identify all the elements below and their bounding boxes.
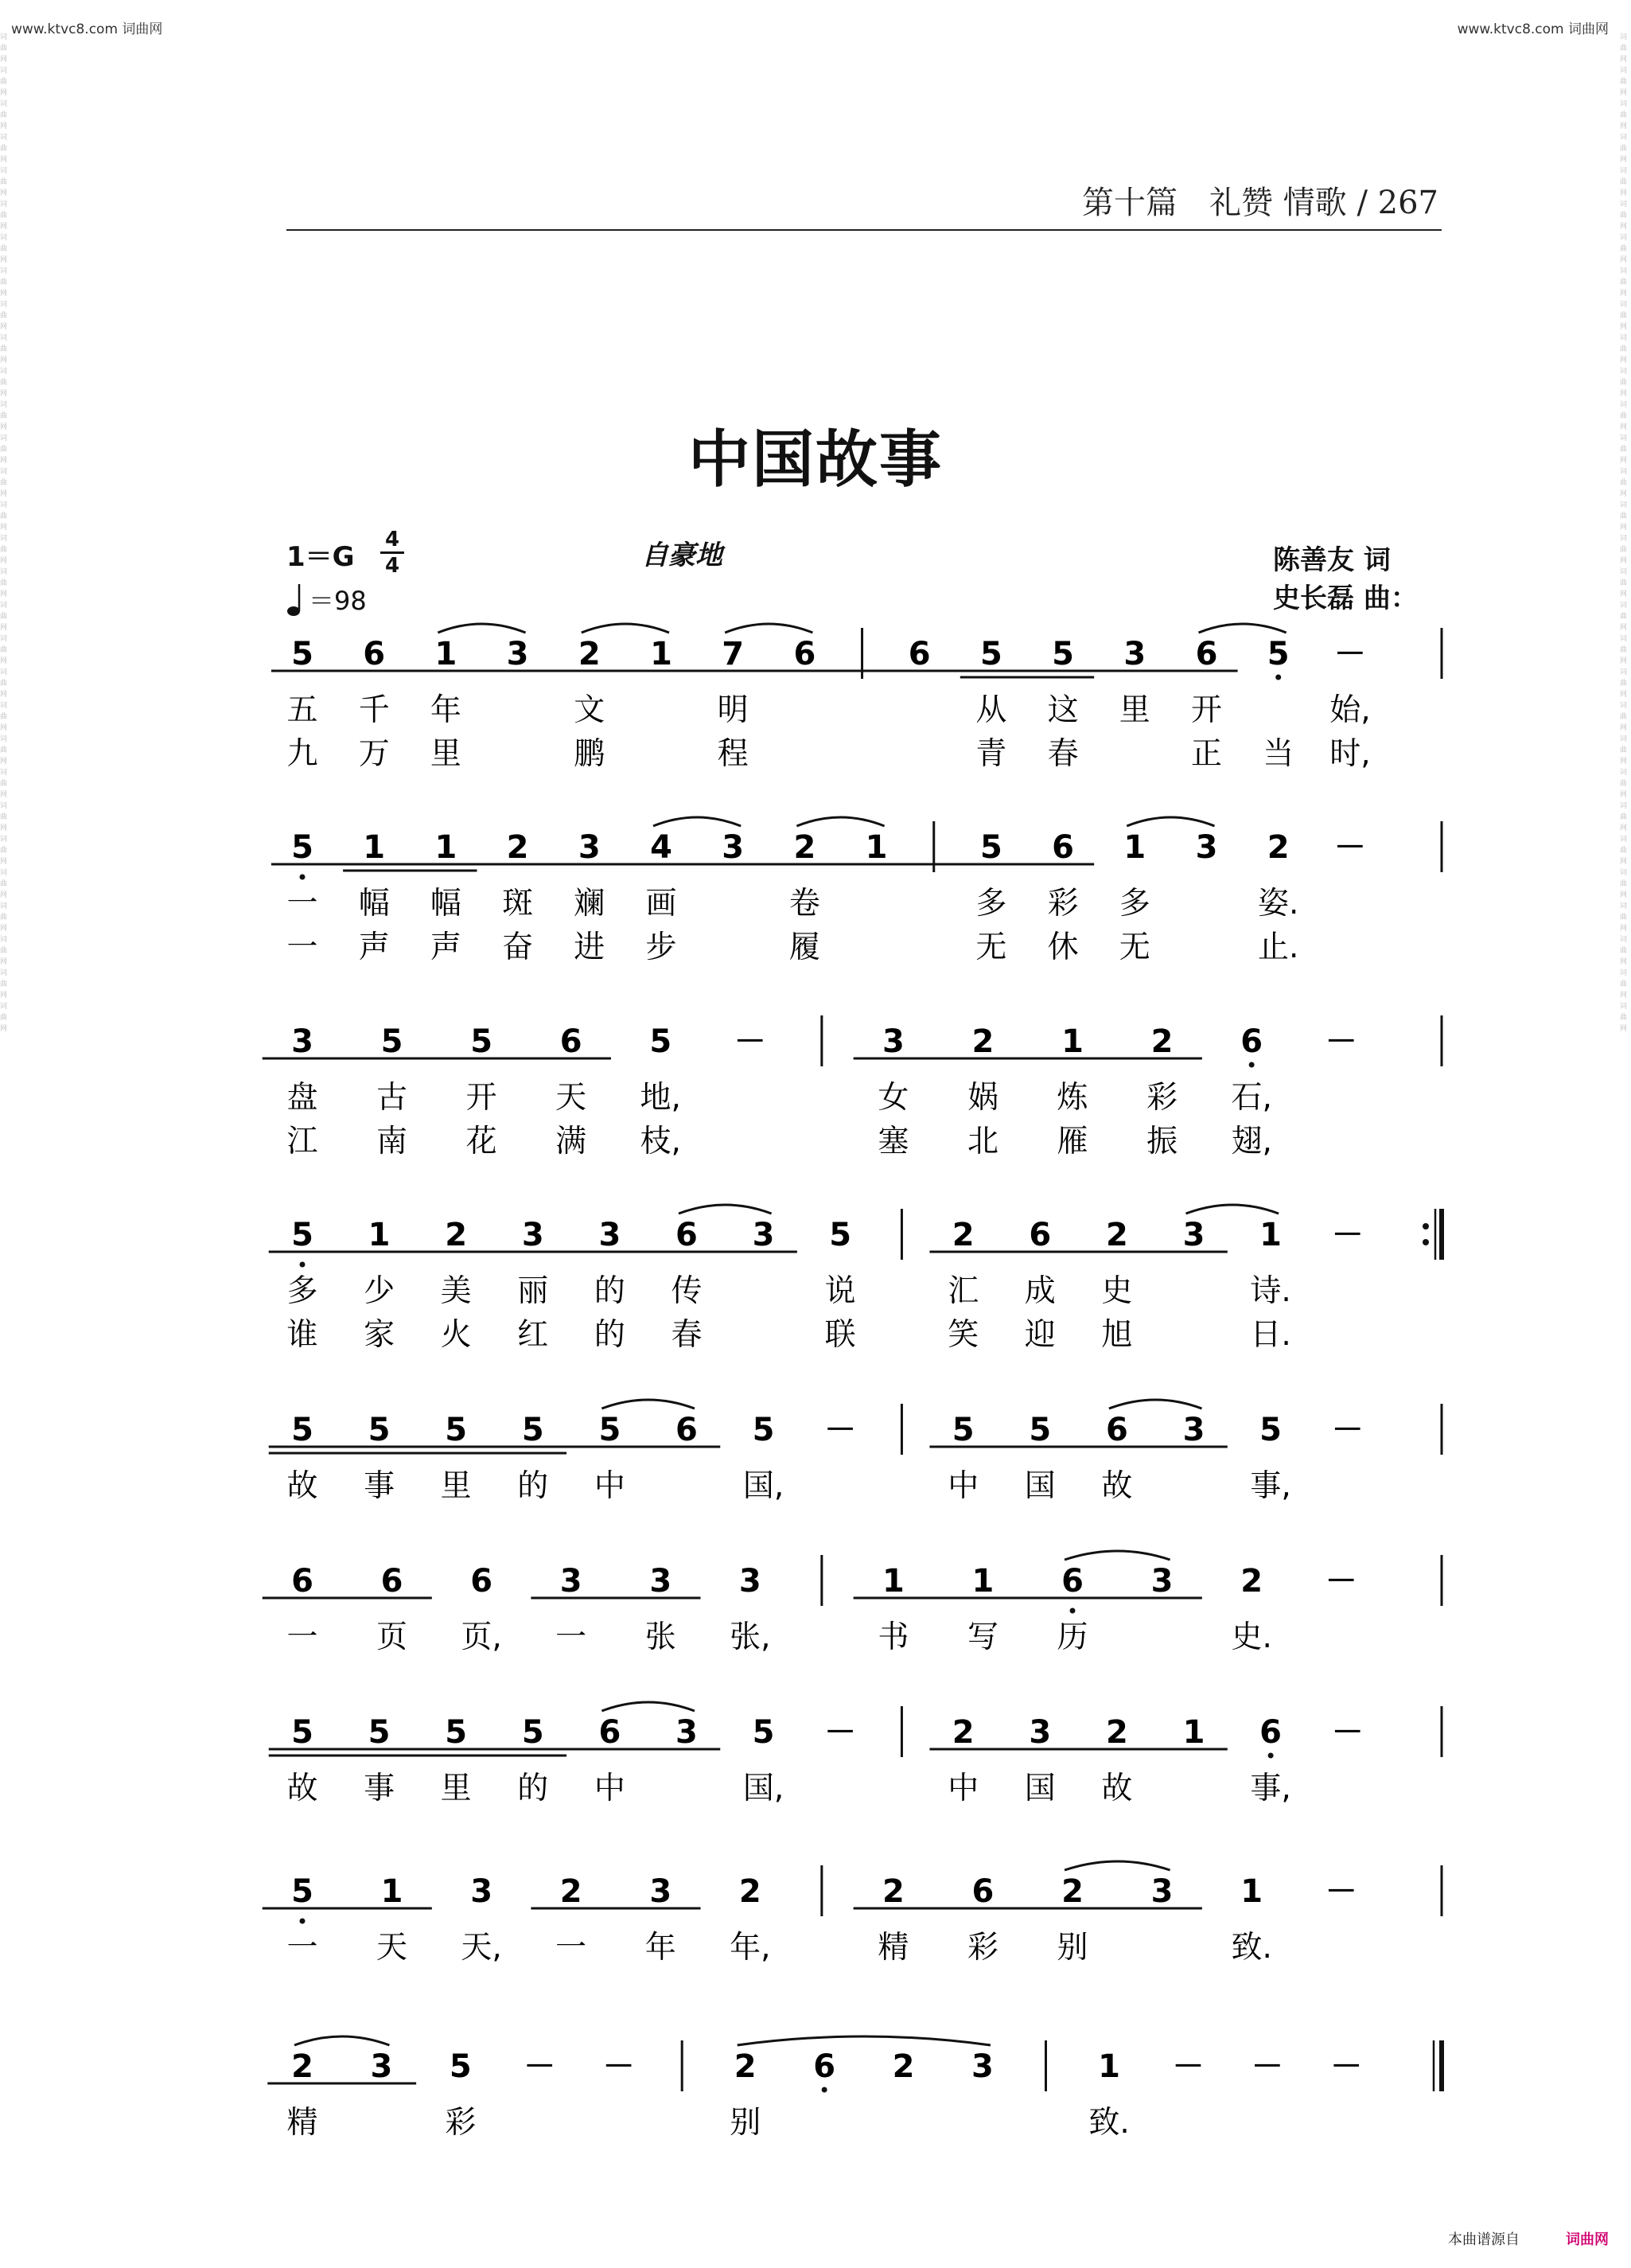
lyric-syllable: 事, bbox=[1250, 1468, 1291, 1504]
lyric-syllable: 的 bbox=[517, 1468, 549, 1504]
note: 2 bbox=[1105, 1714, 1128, 1751]
lyric-syllable: 一 bbox=[286, 886, 318, 922]
lyric-syllable: 史 bbox=[1101, 1273, 1133, 1309]
lyric-syllable: 故 bbox=[286, 1468, 318, 1504]
note: 3 bbox=[1182, 1412, 1205, 1448]
lyric-syllable: 北 bbox=[967, 1124, 998, 1159]
lyric-syllable: 五 bbox=[286, 692, 318, 728]
note: 5 bbox=[979, 636, 1002, 672]
side-watermark-left: 词曲网词曲网词曲网词曲网词曲网词曲网词曲网词曲网词曲网词曲网词曲网词曲网词曲网词曲网词曲网词曲网词曲网词曲网词曲网词曲网词曲网词曲网词曲网词曲网词曲网词曲网词曲网词曲网词曲网词曲网 bbox=[0, 33, 8, 1033]
note: 6 bbox=[675, 1412, 698, 1448]
lyric-syllable: 事 bbox=[364, 1468, 395, 1504]
lyric-syllable: 石, bbox=[1231, 1080, 1272, 1116]
lyric-syllable: 幅 bbox=[358, 886, 390, 922]
note: 1 bbox=[882, 1563, 905, 1600]
lyric-syllable: 奋 bbox=[502, 929, 534, 965]
note: 1 bbox=[434, 636, 457, 672]
slur bbox=[796, 817, 884, 826]
lyric-syllable: 正 bbox=[1190, 736, 1223, 772]
lyric-syllable: 故 bbox=[286, 1771, 318, 1806]
tempo-value: ＝98 bbox=[309, 586, 367, 616]
lyric-syllable: 盘 bbox=[286, 1080, 318, 1116]
lyric-syllable: 的 bbox=[594, 1317, 625, 1353]
lyric-syllable: 开 bbox=[465, 1080, 497, 1116]
note: 5 bbox=[368, 1714, 391, 1751]
note: 1 bbox=[1240, 1873, 1263, 1910]
note: 6 bbox=[380, 1563, 403, 1600]
note: 3 bbox=[291, 1023, 313, 1060]
time-signature-top: 4 bbox=[384, 528, 400, 551]
note: 5 bbox=[598, 1412, 621, 1448]
lyric-syllable: 春 bbox=[1047, 736, 1079, 772]
lyric-syllable: 丽 bbox=[517, 1273, 549, 1309]
lyric-syllable: 一 bbox=[555, 1930, 587, 1966]
note: 5 bbox=[449, 2048, 472, 2085]
note: 5 bbox=[380, 1023, 403, 1060]
lyric-syllable: 精 bbox=[878, 1930, 909, 1966]
lyric-syllable: 始, bbox=[1329, 692, 1371, 728]
side-watermark-right: 词曲网词曲网词曲网词曲网词曲网词曲网词曲网词曲网词曲网词曲网词曲网词曲网词曲网词曲网词曲网词曲网词曲网词曲网词曲网词曲网词曲网词曲网词曲网词曲网词曲网词曲网词曲网词曲网词曲网词曲网 bbox=[1620, 33, 1628, 1033]
note: 6 bbox=[470, 1563, 493, 1600]
note: 5 bbox=[291, 829, 313, 866]
lyric-syllable: 一 bbox=[555, 1619, 587, 1655]
note: 5 bbox=[649, 1023, 672, 1060]
lyric-syllable: 声 bbox=[430, 929, 461, 965]
lyric-syllable: 千 bbox=[358, 692, 390, 728]
composer: 史长磊 曲： bbox=[1273, 583, 1418, 614]
slur bbox=[1109, 1400, 1202, 1409]
note: 6 bbox=[1240, 1023, 1263, 1060]
note: 6 bbox=[598, 1714, 621, 1751]
lyric-syllable: 万 bbox=[358, 736, 390, 772]
lyric-syllable: 一 bbox=[286, 1619, 318, 1655]
note: 3 bbox=[882, 1023, 905, 1060]
note: 5 bbox=[291, 1873, 313, 1910]
slur bbox=[601, 1702, 695, 1711]
note: 2 bbox=[892, 2048, 915, 2085]
lower-octave-dot bbox=[822, 2087, 827, 2093]
note: 5 bbox=[1259, 1412, 1283, 1448]
lyric-syllable: 塞 bbox=[878, 1124, 909, 1159]
lyric-syllable: 少 bbox=[364, 1273, 395, 1309]
note: 5 bbox=[291, 1714, 313, 1751]
note: 3 bbox=[1150, 1563, 1174, 1600]
note: 2 bbox=[734, 2048, 757, 2085]
note: 3 bbox=[578, 829, 601, 866]
lyric-syllable: 姿. bbox=[1257, 886, 1299, 922]
note: 6 bbox=[793, 636, 816, 672]
lyric-syllable: 开 bbox=[1190, 692, 1223, 728]
note: 6 bbox=[559, 1023, 582, 1060]
lyric-syllable: 满 bbox=[555, 1124, 587, 1159]
note: 3 bbox=[521, 1217, 544, 1253]
lyric-syllable: 程 bbox=[717, 736, 749, 772]
lyric-syllable: 女 bbox=[878, 1080, 909, 1116]
lyric-syllable: 精 bbox=[286, 2105, 318, 2141]
lyric-syllable: 国, bbox=[742, 1771, 784, 1806]
note: 2 bbox=[1240, 1563, 1263, 1600]
note: 6 bbox=[908, 636, 931, 672]
note: 5 bbox=[1052, 636, 1075, 672]
lyric-syllable: 诗. bbox=[1250, 1273, 1291, 1309]
lyric-syllable: 鹏 bbox=[574, 736, 605, 772]
lyric-syllable: 文 bbox=[574, 692, 605, 728]
note: 2 bbox=[738, 1873, 761, 1910]
note: 2 bbox=[559, 1873, 582, 1910]
lyric-syllable: 传 bbox=[671, 1273, 703, 1309]
lyric-syllable: 明 bbox=[717, 692, 749, 728]
note: 1 bbox=[865, 829, 888, 866]
lyric-syllable: 里 bbox=[430, 736, 461, 772]
lyric-syllable: 页 bbox=[376, 1619, 408, 1655]
lyric-syllable: 张, bbox=[730, 1619, 771, 1655]
lyric-syllable: 史. bbox=[1231, 1619, 1272, 1655]
lyric-syllable: 幅 bbox=[430, 886, 461, 922]
note: 6 bbox=[1105, 1412, 1128, 1448]
lyric-syllable: 天 bbox=[376, 1930, 408, 1966]
lyric-syllable: 事, bbox=[1250, 1771, 1291, 1806]
lower-octave-dot bbox=[1070, 1608, 1076, 1614]
lyric-syllable: 娲 bbox=[967, 1080, 998, 1116]
time-signature-bottom: 4 bbox=[384, 554, 400, 578]
lyric-syllable: 彩 bbox=[1146, 1080, 1178, 1116]
note: 5 bbox=[1029, 1412, 1052, 1448]
lyric-syllable: 火 bbox=[440, 1317, 472, 1353]
note: 3 bbox=[506, 636, 529, 672]
note: － bbox=[602, 2048, 635, 2085]
lyric-syllable: 中 bbox=[594, 1771, 625, 1806]
note: 5 bbox=[445, 1714, 468, 1751]
lyric-syllable: 一 bbox=[286, 929, 318, 965]
lyric-syllable: 年 bbox=[644, 1930, 676, 1966]
note: 3 bbox=[1195, 829, 1218, 866]
note: － bbox=[1330, 2048, 1363, 2085]
note: 3 bbox=[722, 829, 745, 866]
note: 3 bbox=[649, 1563, 672, 1600]
lyric-syllable: 花 bbox=[465, 1124, 497, 1159]
note: 3 bbox=[1123, 636, 1146, 672]
lyric-syllable: 天 bbox=[555, 1080, 587, 1116]
note: 2 bbox=[506, 829, 529, 866]
lyric-syllable: 从 bbox=[975, 692, 1007, 728]
lyric-syllable: 步 bbox=[645, 929, 677, 965]
lyric-syllable: 无 bbox=[1119, 929, 1150, 965]
lyric-syllable: 彩 bbox=[1047, 886, 1079, 922]
slur bbox=[601, 1400, 695, 1409]
note: 3 bbox=[1150, 1873, 1174, 1910]
note: 5 bbox=[470, 1023, 493, 1060]
note: 5 bbox=[521, 1714, 544, 1751]
note: 1 bbox=[1259, 1217, 1283, 1253]
note: 6 bbox=[1052, 829, 1075, 866]
note: 2 bbox=[952, 1217, 975, 1253]
note: 3 bbox=[470, 1873, 493, 1910]
note: 5 bbox=[829, 1217, 852, 1253]
site-watermark-right: www.ktvc8.com 词曲网 bbox=[1457, 21, 1609, 37]
lyric-syllable: 中 bbox=[948, 1771, 979, 1806]
note: － bbox=[524, 2048, 556, 2085]
note: 6 bbox=[813, 2048, 836, 2085]
lyric-syllable: 古 bbox=[376, 1080, 408, 1116]
song-title: 中国故事 bbox=[687, 424, 943, 496]
note: 6 bbox=[971, 1873, 995, 1910]
note: 1 bbox=[380, 1873, 403, 1910]
lyric-syllable: 一 bbox=[286, 1930, 318, 1966]
slur bbox=[294, 2036, 389, 2045]
lyric-syllable: 九 bbox=[286, 736, 318, 772]
lyric-syllable: 事 bbox=[364, 1771, 395, 1806]
lyric-syllable: 的 bbox=[517, 1771, 549, 1806]
lyric-syllable: 翅, bbox=[1231, 1124, 1272, 1159]
lyric-syllable: 多 bbox=[286, 1273, 318, 1309]
lyric-syllable: 休 bbox=[1047, 929, 1079, 965]
note: 5 bbox=[1267, 636, 1290, 672]
lyric-syllable: 这 bbox=[1047, 692, 1079, 728]
lyric-syllable: 卷 bbox=[788, 886, 820, 922]
note: 2 bbox=[578, 636, 601, 672]
slur bbox=[725, 624, 812, 633]
lyric-syllable: 里 bbox=[440, 1468, 472, 1504]
lower-octave-dot bbox=[1268, 1753, 1274, 1759]
lyric-syllable: 国, bbox=[742, 1468, 784, 1504]
note: 3 bbox=[559, 1563, 582, 1600]
lyric-syllable: 国 bbox=[1024, 1468, 1056, 1504]
lyric-syllable: 履 bbox=[788, 929, 820, 965]
lyric-syllable: 多 bbox=[1119, 886, 1150, 922]
slur bbox=[582, 624, 669, 633]
note: 5 bbox=[979, 829, 1002, 866]
note: 7 bbox=[722, 636, 745, 672]
lyric-syllable: 谁 bbox=[286, 1317, 318, 1353]
note: － bbox=[1325, 1873, 1357, 1910]
note: 5 bbox=[291, 1217, 313, 1253]
lyric-syllable: 迎 bbox=[1024, 1317, 1056, 1353]
lyric-syllable: 年, bbox=[730, 1930, 771, 1966]
note: 6 bbox=[363, 636, 386, 672]
note: 3 bbox=[971, 2048, 994, 2085]
note: － bbox=[734, 1023, 766, 1060]
lyric-syllable: 雁 bbox=[1057, 1124, 1088, 1159]
note: 5 bbox=[752, 1714, 775, 1751]
lyric-syllable: 红 bbox=[517, 1317, 549, 1353]
lyric-syllable: 振 bbox=[1146, 1124, 1178, 1159]
note: 6 bbox=[291, 1563, 313, 1600]
note: － bbox=[1325, 1563, 1357, 1600]
lyric-syllable: 故 bbox=[1101, 1468, 1133, 1504]
repeat-dot bbox=[1423, 1223, 1429, 1229]
note: 2 bbox=[793, 829, 816, 866]
note: 2 bbox=[1105, 1217, 1128, 1253]
note: － bbox=[824, 1714, 857, 1751]
lyric-syllable: 历 bbox=[1057, 1619, 1088, 1655]
note: 3 bbox=[1029, 1714, 1052, 1751]
note: 2 bbox=[1061, 1873, 1084, 1910]
note: 3 bbox=[1182, 1217, 1205, 1253]
note: 6 bbox=[675, 1217, 698, 1253]
note: － bbox=[1331, 1714, 1364, 1751]
lyric-syllable: 彩 bbox=[967, 1930, 998, 1966]
lyric-syllable: 张 bbox=[644, 1619, 676, 1655]
note: 2 bbox=[952, 1714, 975, 1751]
note: － bbox=[1251, 2048, 1283, 2085]
lyric-syllable: 天, bbox=[461, 1930, 502, 1966]
lyric-syllable: 青 bbox=[975, 736, 1007, 772]
lyric-syllable: 斓 bbox=[574, 886, 605, 922]
lyric-syllable: 无 bbox=[975, 929, 1007, 965]
lyric-syllable: 枝, bbox=[640, 1124, 681, 1159]
slur bbox=[1065, 1551, 1170, 1560]
lyric-syllable: 页, bbox=[461, 1619, 502, 1655]
note: － bbox=[1331, 1217, 1364, 1253]
note: － bbox=[1325, 1023, 1357, 1060]
lyric-syllable: 书 bbox=[878, 1619, 909, 1655]
note: 1 bbox=[650, 636, 672, 672]
note: 1 bbox=[368, 1217, 391, 1253]
slur bbox=[738, 2036, 991, 2045]
key-signature: 1＝G bbox=[286, 541, 355, 573]
note: 5 bbox=[291, 1412, 313, 1448]
slur bbox=[653, 817, 741, 826]
note: － bbox=[1331, 1412, 1364, 1448]
lyric-syllable: 致. bbox=[1088, 2105, 1130, 2141]
slur bbox=[1199, 624, 1287, 633]
slur bbox=[1065, 1861, 1170, 1870]
note: 1 bbox=[1098, 2048, 1120, 2085]
lyric-syllable: 家 bbox=[364, 1317, 395, 1353]
note: 1 bbox=[1123, 829, 1146, 866]
lyric-syllable: 成 bbox=[1024, 1273, 1056, 1309]
note: 2 bbox=[971, 1023, 995, 1060]
note: 1 bbox=[434, 829, 457, 866]
slur bbox=[1127, 817, 1214, 826]
note: 1 bbox=[1182, 1714, 1205, 1751]
note: 2 bbox=[445, 1217, 468, 1253]
lyric-syllable: 故 bbox=[1101, 1771, 1133, 1806]
note: 5 bbox=[368, 1412, 391, 1448]
note: 6 bbox=[1195, 636, 1218, 672]
note: 2 bbox=[1267, 829, 1290, 866]
repeat-dot bbox=[1423, 1239, 1429, 1245]
slur bbox=[679, 1205, 772, 1214]
note: 6 bbox=[1061, 1563, 1084, 1600]
lyric-syllable: 中 bbox=[594, 1468, 625, 1504]
expression-marking: 自豪地 bbox=[641, 540, 722, 571]
note: 1 bbox=[1061, 1023, 1084, 1060]
lyric-syllable: 中 bbox=[948, 1468, 979, 1504]
lyric-syllable: 致. bbox=[1231, 1930, 1272, 1966]
slur bbox=[438, 624, 525, 633]
lyric-syllable: 的 bbox=[594, 1273, 625, 1309]
note: 5 bbox=[445, 1412, 468, 1448]
lyric-syllable: 进 bbox=[574, 929, 605, 965]
lyric-syllable: 炼 bbox=[1057, 1080, 1088, 1116]
lyric-syllable: 声 bbox=[358, 929, 390, 965]
note: － bbox=[1172, 2048, 1205, 2085]
note: 1 bbox=[971, 1563, 995, 1600]
lyric-syllable: 春 bbox=[671, 1317, 703, 1353]
lyric-syllable: 说 bbox=[824, 1273, 856, 1309]
note: 5 bbox=[291, 636, 313, 672]
running-head-text: 第十篇 礼赞 情歌 / 267 bbox=[1082, 185, 1438, 221]
note: 3 bbox=[370, 2048, 393, 2085]
lyric-syllable: 写 bbox=[967, 1619, 998, 1655]
note: － bbox=[824, 1412, 857, 1448]
note: 6 bbox=[1259, 1714, 1283, 1751]
note: － bbox=[1333, 829, 1366, 866]
lyric-syllable: 斑 bbox=[502, 886, 534, 922]
lyric-syllable: 时, bbox=[1329, 736, 1371, 772]
lyric-syllable: 里 bbox=[440, 1771, 472, 1806]
lyricist: 陈善友 词 bbox=[1273, 544, 1391, 576]
lyric-syllable: 南 bbox=[376, 1124, 408, 1159]
lyric-syllable: 彩 bbox=[445, 2105, 477, 2141]
note: － bbox=[1333, 636, 1366, 672]
lyric-syllable: 旭 bbox=[1101, 1317, 1133, 1353]
lyric-syllable: 国 bbox=[1024, 1771, 1056, 1806]
lower-octave-dot bbox=[300, 875, 306, 880]
lyric-syllable: 别 bbox=[1057, 1930, 1088, 1966]
lyric-syllable: 里 bbox=[1119, 692, 1150, 728]
note: 4 bbox=[650, 829, 672, 866]
lyric-syllable: 日. bbox=[1250, 1317, 1291, 1353]
lyric-syllable: 止. bbox=[1257, 929, 1299, 965]
note: 3 bbox=[649, 1873, 672, 1910]
note: 5 bbox=[752, 1412, 775, 1448]
note: 2 bbox=[291, 2048, 313, 2085]
note: 3 bbox=[738, 1563, 761, 1600]
note: 3 bbox=[675, 1714, 698, 1751]
lyric-syllable: 当 bbox=[1263, 736, 1294, 772]
note: 5 bbox=[521, 1412, 544, 1448]
lyric-syllable: 别 bbox=[730, 2105, 761, 2141]
note: 3 bbox=[752, 1217, 775, 1253]
lyric-syllable: 画 bbox=[645, 886, 677, 922]
lyric-syllable: 美 bbox=[440, 1273, 472, 1309]
note: 3 bbox=[598, 1217, 621, 1253]
lyric-syllable: 年 bbox=[430, 692, 461, 728]
note: 1 bbox=[363, 829, 386, 866]
lyric-syllable: 地, bbox=[640, 1080, 681, 1116]
lyric-syllable: 汇 bbox=[948, 1273, 979, 1309]
footer-brand: 词曲网 bbox=[1566, 2231, 1609, 2248]
note: 2 bbox=[882, 1873, 905, 1910]
lower-octave-dot bbox=[300, 1919, 306, 1924]
lower-octave-dot bbox=[1249, 1062, 1255, 1068]
lyric-syllable: 笑 bbox=[948, 1317, 979, 1353]
lower-octave-dot bbox=[1275, 675, 1281, 680]
footer-source: 本曲谱源自 bbox=[1448, 2231, 1520, 2248]
note: 2 bbox=[1150, 1023, 1174, 1060]
slur bbox=[1186, 1205, 1279, 1214]
lyric-syllable: 江 bbox=[286, 1124, 318, 1159]
site-watermark-left: www.ktvc8.com 词曲网 bbox=[11, 21, 163, 37]
note: 6 bbox=[1029, 1217, 1052, 1253]
note: 5 bbox=[952, 1412, 975, 1448]
lyric-syllable: 联 bbox=[824, 1317, 856, 1353]
lyric-syllable: 多 bbox=[975, 886, 1007, 922]
lower-octave-dot bbox=[300, 1262, 306, 1268]
